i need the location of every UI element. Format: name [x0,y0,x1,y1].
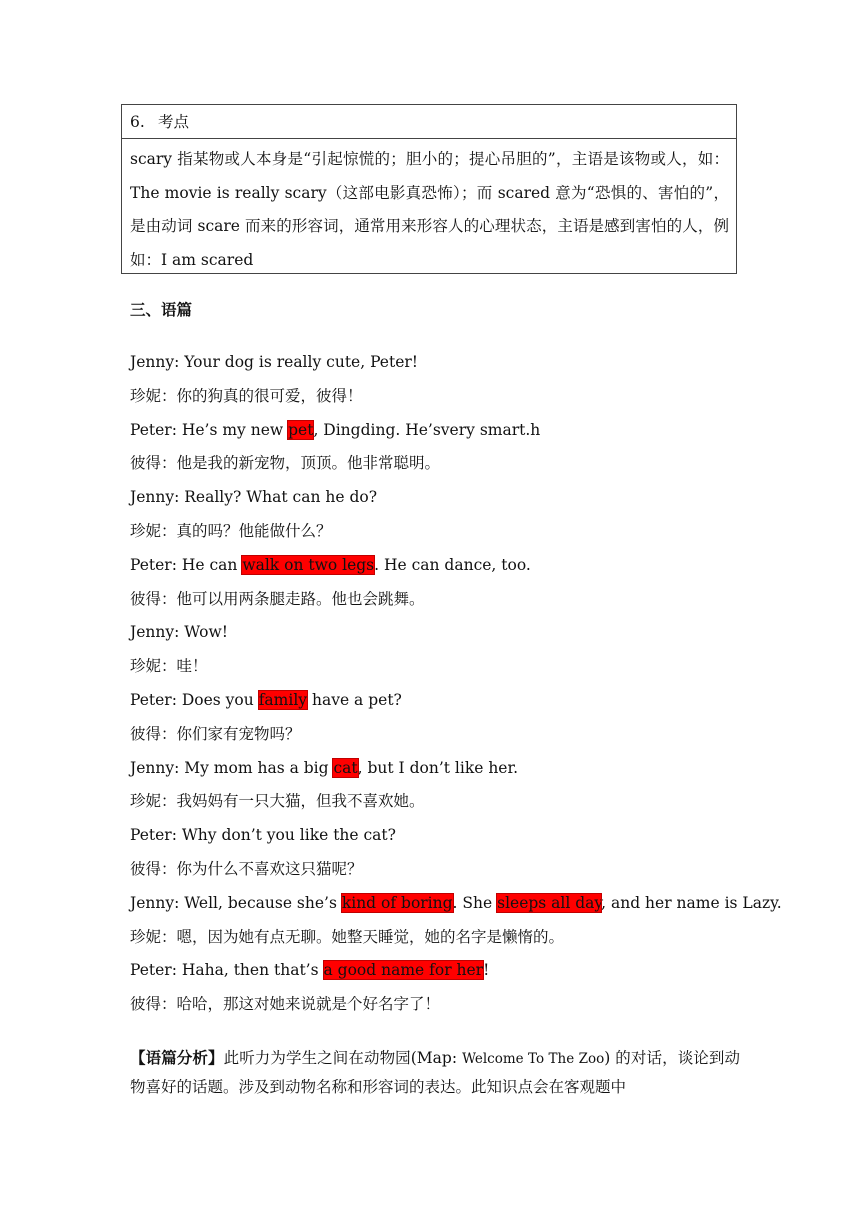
dialogue-text: 彼得：哈哈，那这对她来说就是个好名字了！ [130,995,441,1014]
analysis-text-1: 此听力为学生之间在动物园(Map: [223,1049,463,1067]
dialogue-line [130,587,740,621]
dialogue-line [130,350,740,384]
dialogue-line [130,620,740,654]
key-point-box [121,104,737,274]
dialogue-line [130,418,740,452]
dialogue-line [130,519,740,553]
dialogue-line [130,992,740,1026]
highlighted-phrase: cat [333,758,358,777]
dialogue-text: Peter: Does you [130,690,259,709]
dialogue-line [130,688,740,722]
analysis-map-name: Welcome To The Zoo [462,1051,605,1067]
dialogue-text: 珍妮：哇！ [130,657,208,676]
dialogue-text: , but I don’t like her. [357,758,519,777]
dialogue-line [130,654,740,688]
dialogue-text: 彼得：你们家有宠物吗？ [130,724,301,743]
dialogue-text: 珍妮：你的狗真的很可爱，彼得！ [130,386,363,405]
dialogue-line [130,553,740,587]
dialogue-line [130,891,782,925]
highlighted-phrase: sleeps all day [497,893,602,912]
dialogue-line [130,722,740,756]
analysis-tag: 【语篇分析】 [130,1049,224,1067]
dialogue-text: Peter: He can [130,555,243,574]
dialogue-line [130,789,740,823]
dialogue-line [130,451,740,485]
dialogue-line [130,756,740,790]
dialogue-text: 彼得：你为什么不喜欢这只猫呢？ [130,859,363,878]
dialogue-line [130,384,740,418]
highlighted-phrase: family [258,690,308,709]
dialogue-text: . He can dance, too. [374,555,531,574]
highlighted-phrase: walk on two legs [242,555,375,574]
dialogue [130,350,782,1026]
dialogue-text: Jenny: Your dog is really cute, Peter! [130,353,419,371]
key-point-number: 6. [130,113,145,131]
dialogue-line [130,925,740,959]
dialogue-text: Peter: Haha, then that’s [130,961,324,980]
dialogue-text: 珍妮：我妈妈有一只大猫，但我不喜欢她。 [130,792,425,811]
dialogue-text: have a pet? [307,690,402,709]
key-point-body: scary 指某物或人本身是“引起惊慌的；胆小的；提心吊胆的”，主语是该物或人，如：The movie is really scary（这部电影真恐怖）；而 scared 意为“恐惧的、害怕的”，是由动词 scare 而来的形容词，通常用来形容人的心理状态，主语是感到害怕的人，例如：I am scared [130,150,729,269]
dialogue-text: , Dingding. He’svery smart.h [313,420,541,439]
dialogue-text: Jenny: Wow! [130,623,228,642]
dialogue-text: 珍妮：真的吗？他能做什么？ [130,521,332,540]
key-point-heading [122,105,736,139]
dialogue-text: Jenny: My mom has a big [130,758,334,777]
dialogue-line [130,958,740,992]
dialogue-text: ! [483,961,490,980]
dialogue-line [130,857,740,891]
dialogue-text: Peter: Why don’t you like the cat? [130,826,396,845]
dialogue-text: . She [452,893,498,912]
dialogue-text: Jenny: Really? What can he do? [130,488,378,507]
dialogue-text: Peter: He’s my new [130,420,289,439]
dialogue-text: , and her name is Lazy. [601,893,782,912]
dialogue-line [130,823,740,857]
key-point-title: 考点 [158,113,190,131]
section-title: 三、语篇 [130,301,193,319]
highlighted-phrase: kind of boring [341,893,453,912]
dialogue-text: 珍妮：嗯，因为她有点无聊。她整天睡觉，她的名字是懒惰的。 [130,927,565,946]
analysis-text-2: ) 的对话，谈论到动物喜好的话题。涉及到动物名称和形容词的表达。此知识点会在客观题中 [130,1049,740,1096]
passage-analysis [130,1044,740,1101]
dialogue-text: 彼得：他是我的新宠物，顶顶。他非常聪明。 [130,454,441,473]
highlighted-phrase: a good name for her [323,961,484,980]
highlighted-phrase: pet [288,420,314,439]
dialogue-line [130,485,740,519]
dialogue-text: 彼得：他可以用两条腿走路。他也会跳舞。 [130,589,425,608]
dialogue-text: Jenny: Well, because she’s [130,893,342,912]
